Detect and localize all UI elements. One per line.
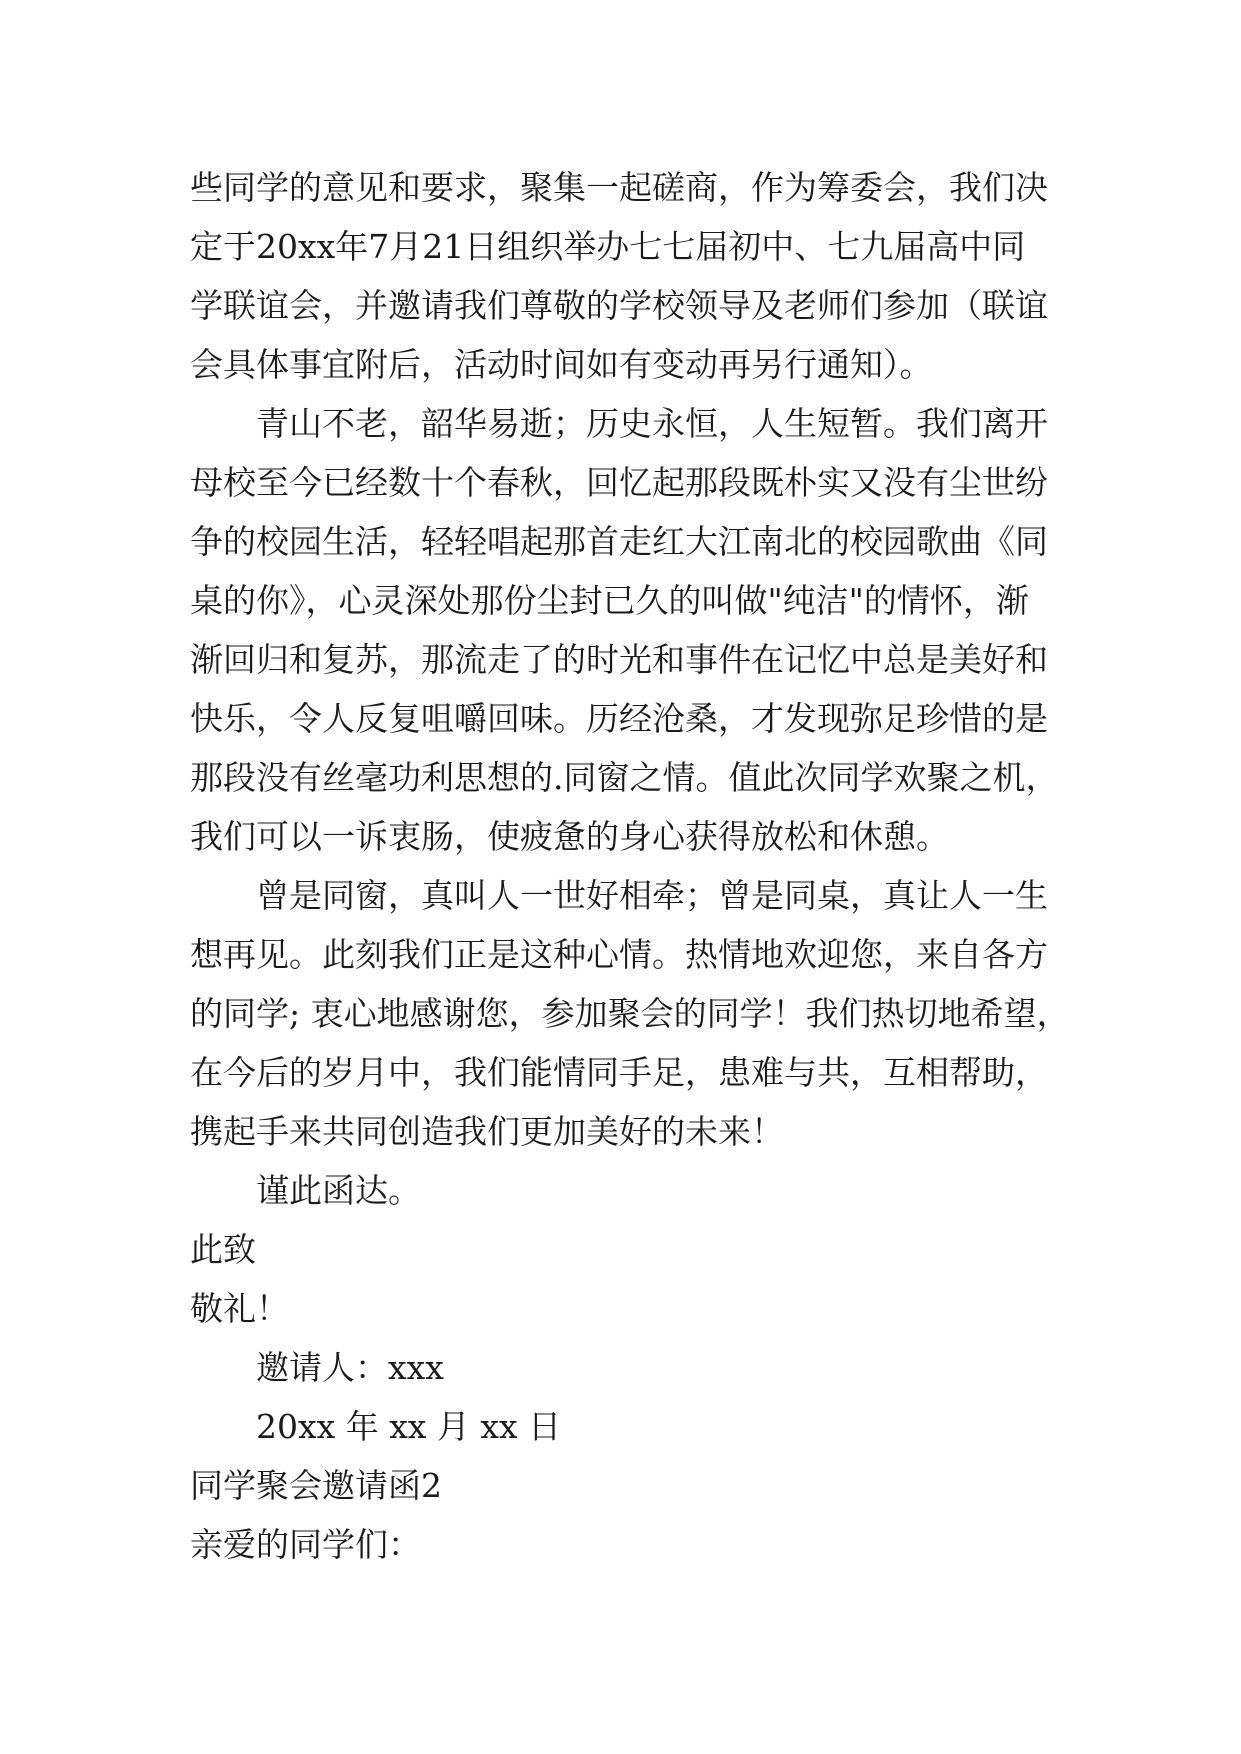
body-line: 在今后的岁月中，我们能情同手足，患难与共，互相帮助， — [190, 1053, 1048, 1092]
body-line: 那段没有丝毫功利思想的.同窗之情。值此次同学欢聚之机， — [190, 758, 1059, 797]
letter-closing — [190, 1161, 1070, 1574]
body-line: 我们可以一诉衷肠，使疲惫的身心获得放松和休憩。 — [190, 817, 949, 856]
body-line: 渐回归和复苏，那流走了的时光和事件在记忆中总是美好和 — [190, 640, 1048, 679]
salutation-line-2: 敬礼！ — [190, 1289, 289, 1328]
body-line: 曾是同窗，真叫人一世好相牵；曾是同桌，真让人一生 — [256, 876, 1048, 915]
body-line: 桌的你》，心灵深处那份尘封已久的叫做"纯洁"的情怀，渐 — [190, 581, 1029, 620]
closing-phrase: 谨此函达。 — [256, 1171, 421, 1210]
body-line: 争的校园生活，轻轻唱起那首走红大江南北的校园歌曲《同 — [190, 522, 1048, 561]
next-section-greeting: 亲爱的同学们： — [190, 1525, 421, 1564]
salutation-line-1: 此致 — [190, 1230, 256, 1269]
body-line: 青山不老，韶华易逝；历史永恒，人生短暂。我们离开 — [256, 404, 1048, 443]
body-line: 定于20xx年7月21日组织举办七七届初中、七九届高中同 — [190, 227, 1026, 266]
body-line: 想再见。此刻我们正是这种心情。热情地欢迎您，来自各方 — [190, 935, 1048, 974]
letter-body — [190, 158, 1070, 1161]
body-line: 会具体事宜附后，活动时间如有变动再另行通知）。 — [190, 345, 933, 384]
body-line: 些同学的意见和要求，聚集一起磋商，作为筹委会，我们决 — [190, 168, 1048, 207]
inviter-signature: 邀请人：xxx — [256, 1348, 444, 1387]
letter-date: 20xx 年 xx 月 xx 日 — [256, 1407, 562, 1446]
body-line: 快乐，令人反复咀嚼回味。历经沧桑，才发现弥足珍惜的是 — [190, 699, 1048, 738]
body-line: 的同学; 衷心地感谢您，参加聚会的同学！我们热切地希望， — [190, 994, 1070, 1033]
body-line: 学联谊会，并邀请我们尊敬的学校领导及老师们参加（联谊 — [190, 286, 1048, 325]
document-page — [190, 158, 1070, 1574]
next-section-title: 同学聚会邀请函2 — [190, 1466, 442, 1505]
body-line: 母校至今已经数十个春秋，回忆起那段既朴实又没有尘世纷 — [190, 463, 1048, 502]
body-line: 携起手来共同创造我们更加美好的未来！ — [190, 1112, 784, 1151]
